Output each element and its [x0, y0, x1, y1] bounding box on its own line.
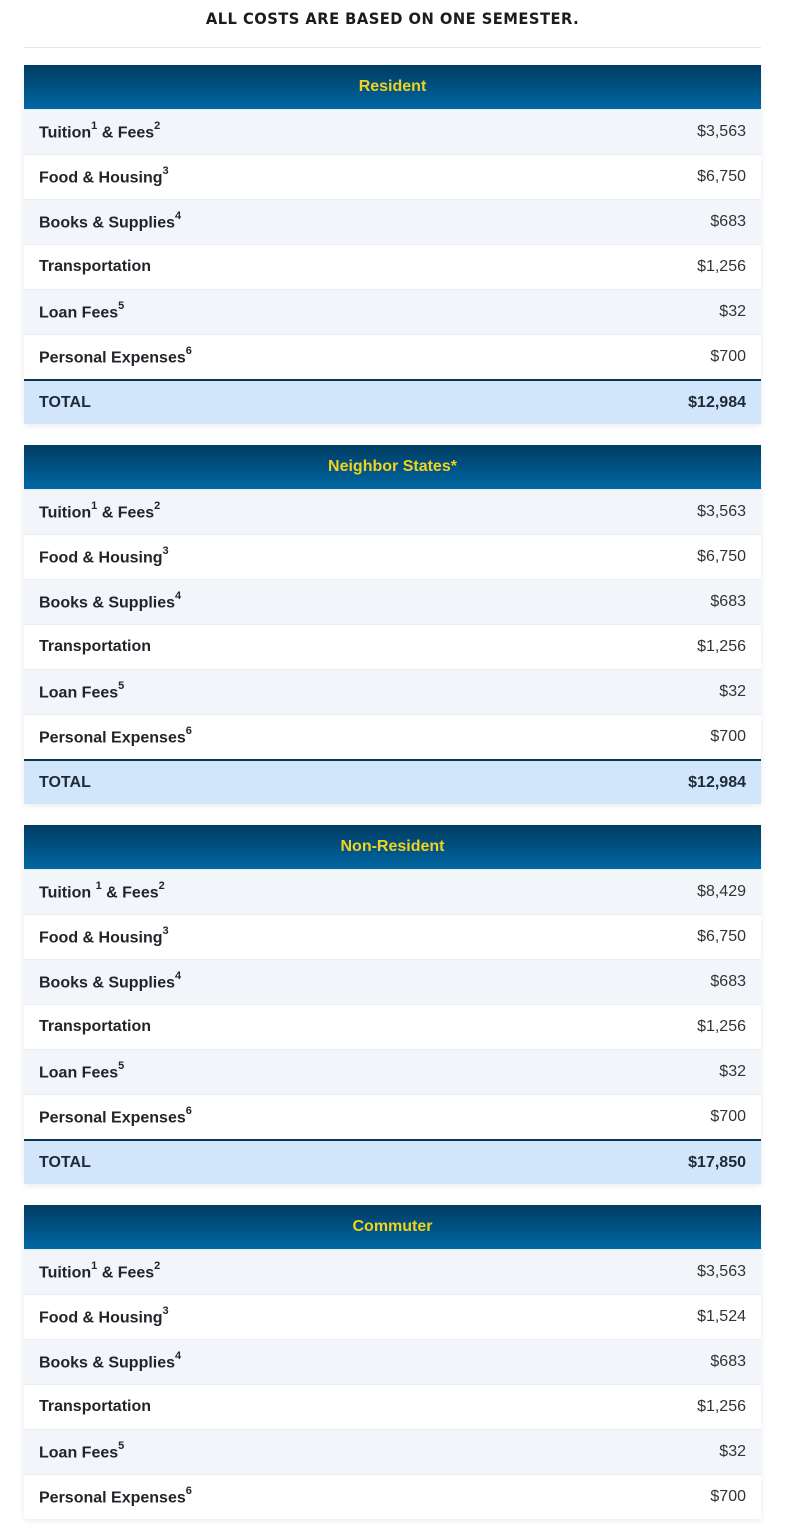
row-label: Tuition$^1$ & Fees$^2$: [39, 119, 161, 142]
row-label: Tuition $^1$ & Fees$^2$: [39, 879, 165, 902]
row-label: Transportation: [39, 258, 152, 275]
row-value: $683: [710, 1353, 746, 1370]
table-row: [24, 1094, 761, 1139]
cost-tables: [24, 65, 761, 1540]
row-label: Transportation: [39, 1018, 152, 1035]
total-value: $12,984: [688, 393, 746, 411]
total-row: [24, 1139, 761, 1184]
row-value: $1,256: [697, 1398, 746, 1415]
total-row: [24, 759, 761, 804]
row-value: $700: [710, 1108, 746, 1125]
row-value: $32: [719, 1443, 746, 1460]
row-value: $683: [710, 973, 746, 990]
row-label: Books & Supplies$^4$: [39, 589, 182, 612]
row-value: $683: [710, 593, 746, 610]
table-row: [24, 959, 761, 1004]
page-title: ALL COSTS ARE BASED ON ONE SEMESTER.: [205, 9, 580, 28]
total-value: $17,850: [688, 1153, 746, 1171]
table-row: [24, 914, 761, 959]
row-value: $6,750: [697, 548, 746, 565]
row-value: $1,256: [697, 1018, 746, 1035]
row-label: Personal Expenses$^6$: [39, 1104, 192, 1127]
total-label: TOTAL: [39, 773, 91, 791]
row-label: Transportation: [39, 1398, 152, 1415]
table-row: [24, 869, 761, 914]
cost-table-neighbor-states: [24, 445, 761, 804]
cost-table-non-resident: [24, 825, 761, 1184]
row-value: $6,750: [697, 168, 746, 185]
table-row: [24, 534, 761, 579]
total-label: TOTAL: [39, 1153, 91, 1171]
table-row: [24, 1474, 761, 1519]
row-label: Personal Expenses$^6$: [39, 1484, 192, 1507]
row-label: Loan Fees$^5$: [39, 299, 125, 322]
table-row: [24, 244, 761, 289]
row-label: Food & Housing$^3$: [39, 924, 169, 947]
row-label: Loan Fees$^5$: [39, 1059, 125, 1082]
table-row: [24, 1339, 761, 1384]
row-value: $700: [710, 1488, 746, 1505]
table-header: Neighbor States*: [24, 445, 761, 489]
total-row: [24, 379, 761, 424]
row-label: Personal Expenses$^6$: [39, 344, 192, 367]
table-header: Non-Resident: [24, 825, 761, 869]
table-row: [24, 1429, 761, 1474]
table-row: [24, 1249, 761, 1294]
table-row: [24, 1294, 761, 1339]
row-label: Loan Fees$^5$: [39, 1439, 125, 1462]
row-label: Tuition$^1$ & Fees$^2$: [39, 499, 161, 522]
table-row: [24, 154, 761, 199]
row-value: $3,563: [697, 503, 746, 520]
row-value: $32: [719, 683, 746, 700]
table-row: [24, 289, 761, 334]
divider: [24, 47, 761, 48]
cost-table-resident: [24, 65, 761, 424]
row-value: $32: [719, 303, 746, 320]
row-value: $3,563: [697, 1263, 746, 1280]
total-label: TOTAL: [39, 393, 91, 411]
row-label: Tuition$^1$ & Fees$^2$: [39, 1259, 161, 1282]
table-row: [24, 109, 761, 154]
row-value: $683: [710, 213, 746, 230]
row-value: $6,750: [697, 928, 746, 945]
row-value: $1,256: [697, 258, 746, 275]
row-value: $1,524: [697, 1308, 746, 1325]
row-label: Loan Fees$^5$: [39, 679, 125, 702]
cost-table-commuter: [24, 1205, 761, 1519]
table-row: [24, 714, 761, 759]
table-row: [24, 624, 761, 669]
row-value: $32: [719, 1063, 746, 1080]
row-value: $3,563: [697, 123, 746, 140]
table-row: [24, 1384, 761, 1429]
row-label: Food & Housing$^3$: [39, 164, 169, 187]
row-label: Food & Housing$^3$: [39, 1304, 169, 1327]
row-value: $700: [710, 348, 746, 365]
row-label: Food & Housing$^3$: [39, 544, 169, 567]
table-row: [24, 199, 761, 244]
row-value: $700: [710, 728, 746, 745]
table-row: [24, 669, 761, 714]
table-header: Resident: [24, 65, 761, 109]
table-header: Commuter: [24, 1205, 761, 1249]
table-row: [24, 1049, 761, 1094]
table-row: [24, 1004, 761, 1049]
row-value: $8,429: [697, 883, 746, 900]
row-label: Books & Supplies$^4$: [39, 969, 182, 992]
total-value: $12,984: [688, 773, 746, 791]
table-row: [24, 334, 761, 379]
table-row: [24, 579, 761, 624]
row-label: Transportation: [39, 638, 152, 655]
row-label: Books & Supplies$^4$: [39, 209, 182, 232]
row-label: Books & Supplies$^4$: [39, 1349, 182, 1372]
row-label: Personal Expenses$^6$: [39, 724, 192, 747]
table-row: [24, 489, 761, 534]
row-value: $1,256: [697, 638, 746, 655]
